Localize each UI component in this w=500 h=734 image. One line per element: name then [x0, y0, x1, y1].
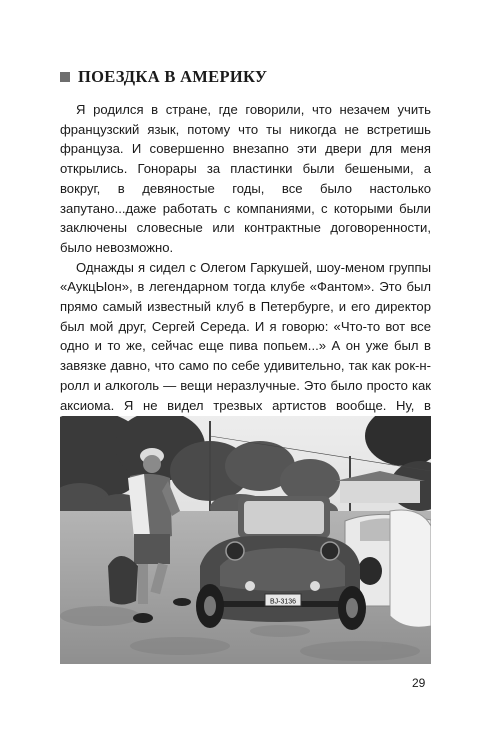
page-number: 29	[412, 676, 426, 690]
chapter-heading	[60, 67, 267, 87]
paragraph-2: Однажды я сидел с Олегом Гаркушей, шоу-меном группы «АукцЫон», в легендарном тогда клубе «Фантом». Это был прямо самый известный клуб в Петербурге, и его директор был мой друг, Сергей Середа. И я говорю: «Что-то вот все одно и то же, сейчас еще пива попьем...» А он уже был в завязке давно, что само по себе удивительно, так как рок-н-ролл и алкоголь — вещи неразлучные. Это было просто как аксиома. Я не видел трезвых артистов вообще. Ну, в	[60, 259, 431, 413]
license-plate: ВЈ-3136	[269, 598, 297, 606]
heading-bullet-square	[60, 72, 70, 82]
photo-man-with-buggy-car	[60, 416, 431, 664]
paragraph-1: Я родился в стране, где говорили, что незачем учить французский язык, потому что ты никогда не встретишь француза. И совершенно внезапно эти двери для меня открылись. Гонорары за пластинки были бешеными, а вокруг, в девяностые годы, все было настолько запутано...даже работать с компаниями, с которыми были заключены словесные или контрактные договоренности, было невозможно.	[60, 102, 431, 255]
chapter-title: ПОЕЗДКА В АМЕРИКУ	[78, 67, 268, 86]
